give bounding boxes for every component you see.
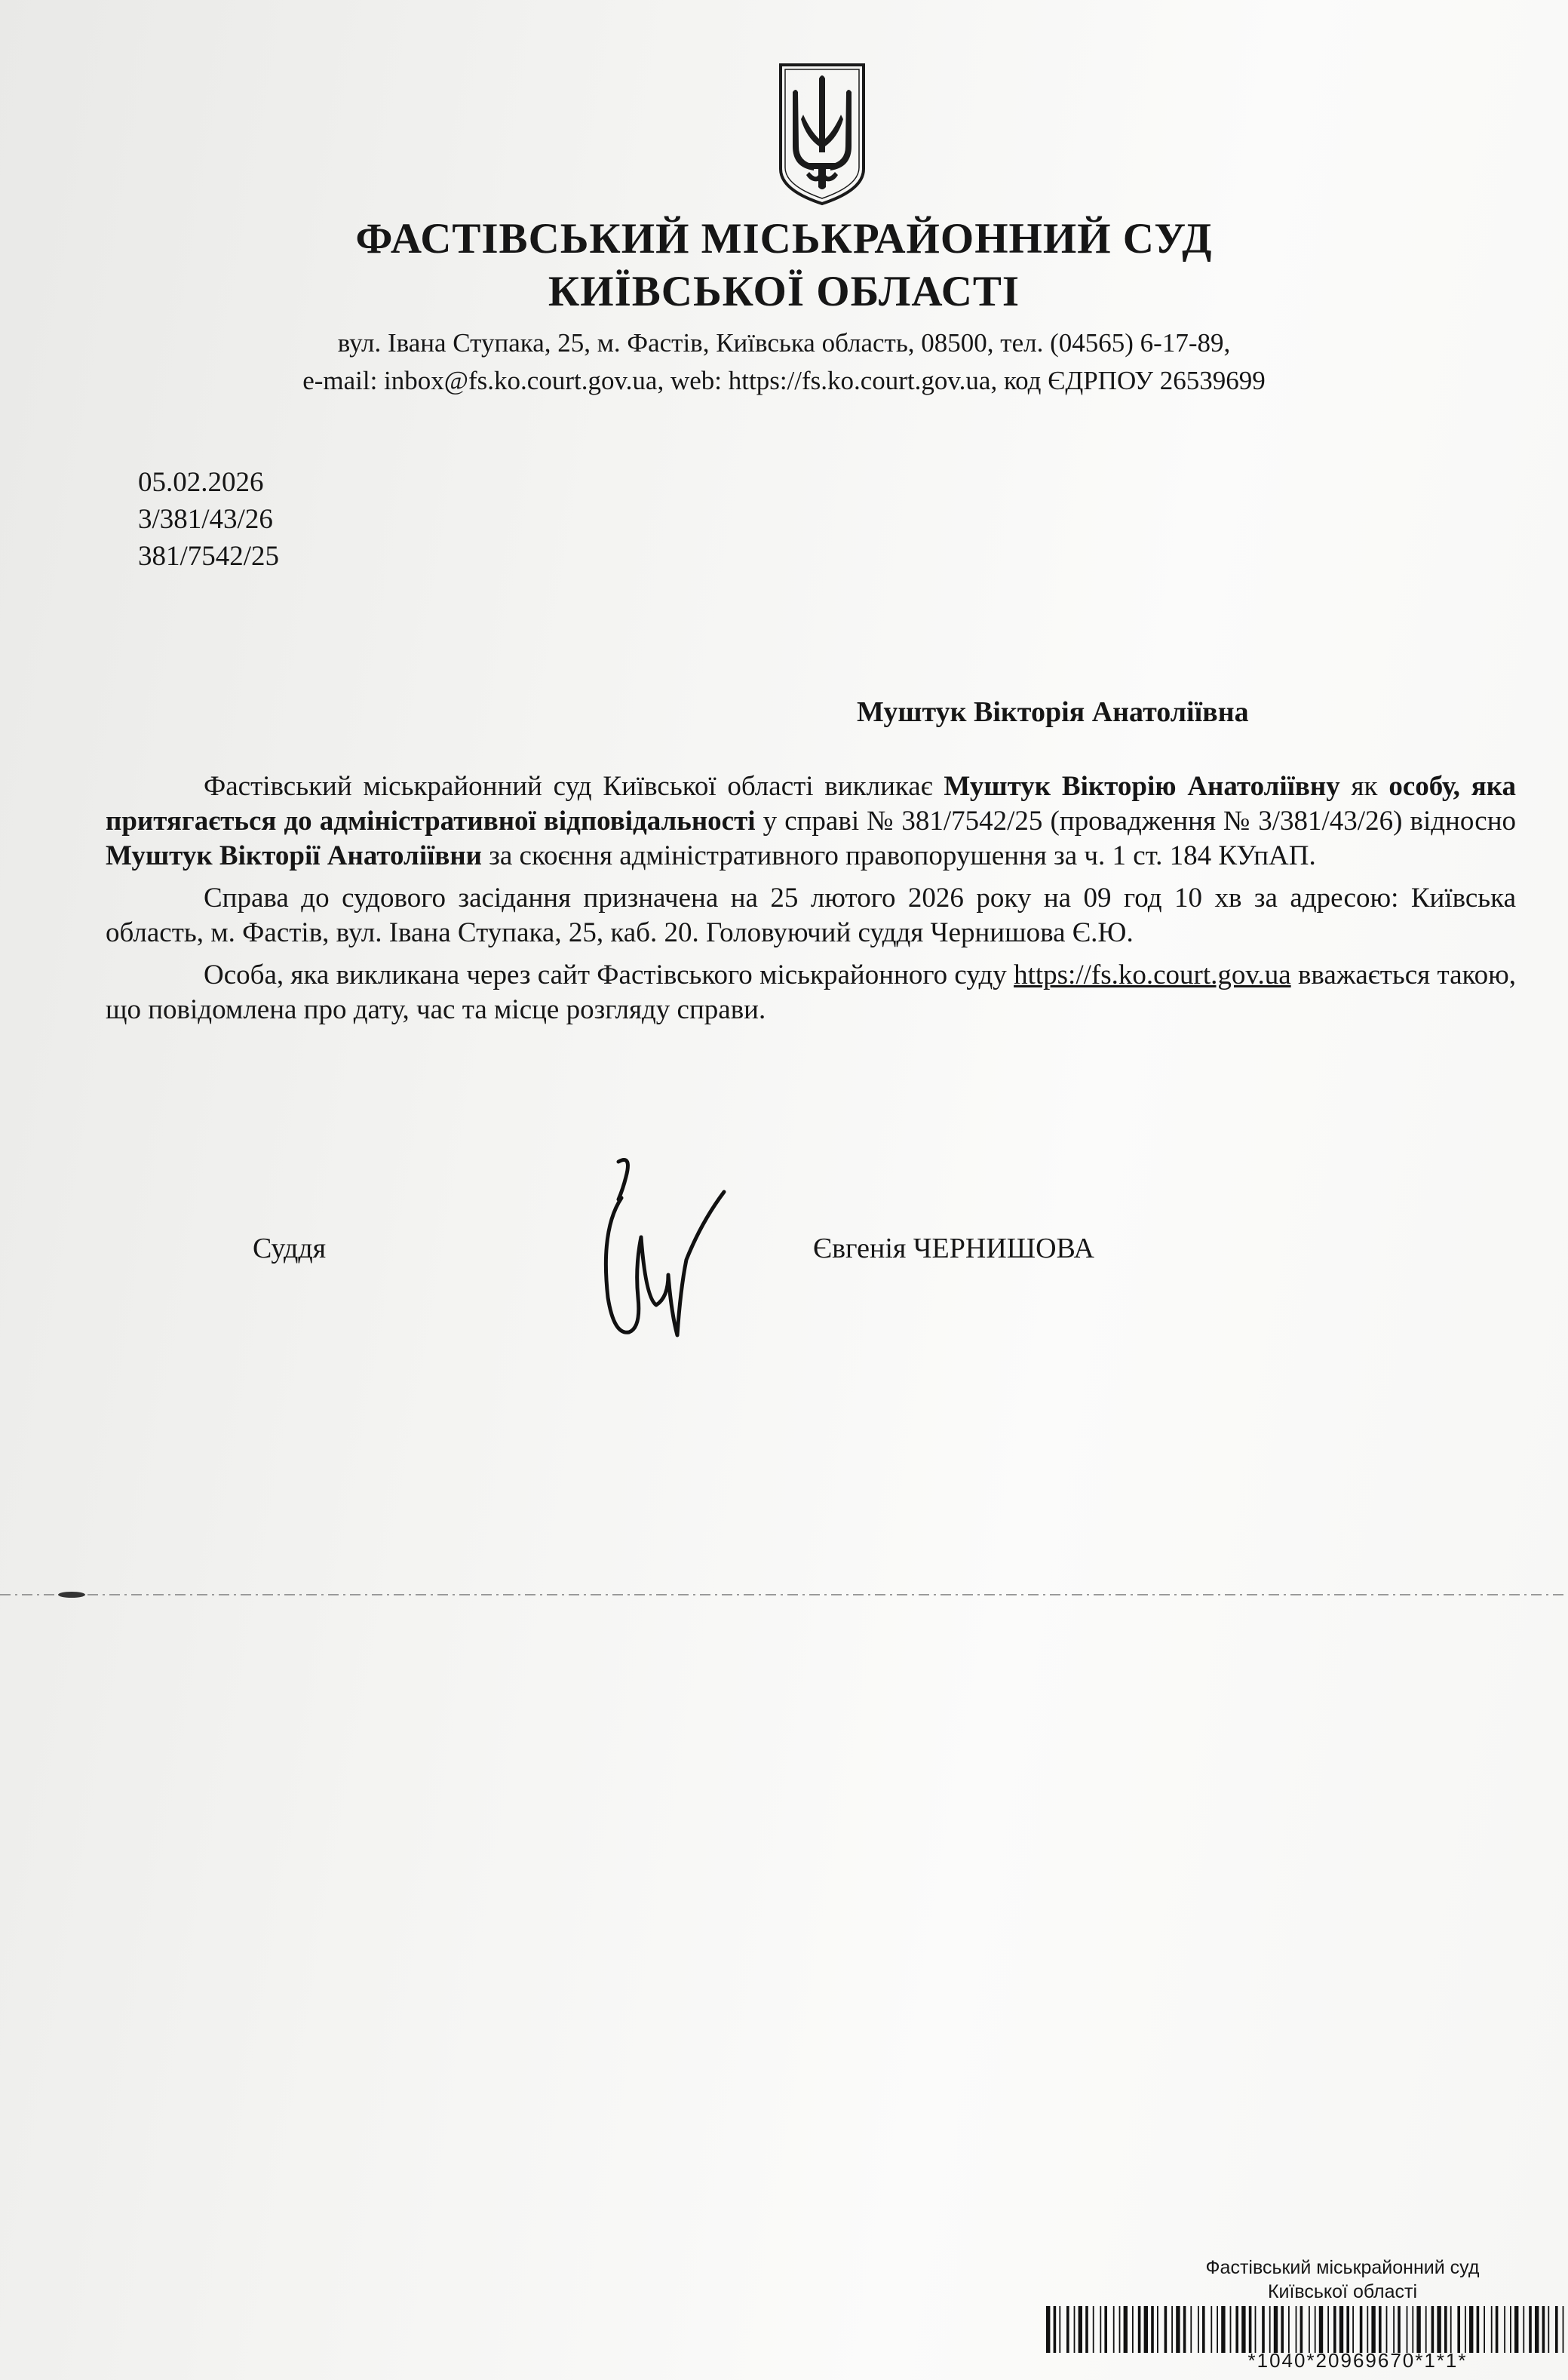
barcode-bar bbox=[1327, 2306, 1329, 2353]
judge-role-label: Суддя bbox=[253, 1233, 327, 1264]
summons-body bbox=[106, 769, 1516, 1035]
barcode-bar bbox=[1171, 2306, 1173, 2353]
barcode-bar bbox=[1164, 2306, 1168, 2353]
barcode-bar bbox=[1407, 2306, 1408, 2353]
summons-paragraph bbox=[106, 769, 1516, 874]
judge-name: Євгенія ЧЕРНИШОВА bbox=[813, 1233, 1094, 1264]
barcode-bar bbox=[1437, 2306, 1441, 2353]
barcode-bar bbox=[1255, 2306, 1257, 2353]
barcode-bar bbox=[1496, 2306, 1499, 2353]
scan-fold-line bbox=[0, 1592, 1568, 1598]
addressee-name: Муштук Вікторія Анатоліївна bbox=[857, 696, 1249, 728]
barcode-bar bbox=[1104, 2306, 1107, 2353]
proceeding-number: 3/381/43/26 bbox=[138, 504, 273, 535]
court-address: вул. Івана Ступака, 25, м. Фастів, Київська область, 08500, тел. (04565) 6-17-89, bbox=[337, 328, 1231, 358]
hearing-paragraph: Справа до судового засідання призначена на 25 лютого 2026 року на 09 год 10 хв за адресою: Київська область, м. Фастів, вул. Івана Ступака, 25, каб. 20. Головуючий суддя Чернишова Є.Ю. bbox=[106, 883, 1516, 948]
barcode-bar bbox=[1412, 2306, 1413, 2353]
barcode-bar bbox=[1100, 2306, 1101, 2353]
barcode-bar bbox=[1371, 2306, 1375, 2353]
barcode-bar bbox=[1132, 2306, 1134, 2353]
barcode-bar bbox=[1431, 2306, 1435, 2353]
barcode-bar bbox=[1416, 2306, 1420, 2353]
barcode-bar bbox=[1346, 2306, 1349, 2353]
court-website-link[interactable]: https://fs.ko.court.gov.ua bbox=[1014, 960, 1291, 990]
barcode-bar bbox=[1085, 2306, 1088, 2353]
barcode-bar bbox=[1151, 2306, 1154, 2353]
barcode-bar bbox=[1281, 2306, 1284, 2353]
barcode-bar bbox=[1491, 2306, 1493, 2353]
barcode-bar bbox=[1425, 2306, 1427, 2353]
barcode-bar bbox=[1352, 2306, 1354, 2353]
barcode-bar bbox=[1241, 2306, 1245, 2353]
registry-barcode bbox=[1043, 2306, 1568, 2353]
person-status-bold: особу, яка притягається до адміністративної відповідальності bbox=[106, 771, 1516, 837]
court-contacts: e-mail: inbox@fs.ko.court.gov.ua, web: https://fs.ko.court.gov.ua, код ЄДРПОУ 26539699 bbox=[302, 366, 1266, 395]
barcode-bar bbox=[1514, 2306, 1518, 2353]
barcode-bar bbox=[1309, 2306, 1310, 2353]
barcode-bar bbox=[1379, 2306, 1382, 2353]
document-references bbox=[138, 464, 279, 575]
registry-stamp-region: Київської області bbox=[1267, 2281, 1418, 2302]
paragraph-text: як bbox=[1339, 771, 1389, 802]
barcode-bar bbox=[1190, 2306, 1192, 2353]
barcode-bar bbox=[1093, 2306, 1094, 2353]
person-name-bold: Муштук Вікторію Анатоліївну bbox=[944, 771, 1340, 802]
paragraph-text: Фастівський міськрайонний суд Київської області викликає bbox=[204, 771, 944, 802]
barcode-bar bbox=[1360, 2306, 1363, 2353]
barcode-bar bbox=[1217, 2306, 1218, 2353]
barcode-bar bbox=[1457, 2306, 1460, 2353]
paragraph-text: за скоєння адміністративного правопорушення за ч. 1 ст. 184 КУпАП. bbox=[482, 840, 1316, 871]
barcode-bar bbox=[1367, 2306, 1368, 2353]
barcode-bar bbox=[1211, 2306, 1212, 2353]
barcode-bar bbox=[1469, 2306, 1473, 2353]
barcode-bar bbox=[1523, 2306, 1524, 2353]
barcode-bar bbox=[1386, 2306, 1388, 2353]
document-date: 05.02.2026 bbox=[138, 467, 264, 498]
barcode-bar bbox=[1465, 2306, 1466, 2353]
barcode-bar bbox=[1504, 2306, 1505, 2353]
barcode-bar bbox=[1113, 2306, 1115, 2353]
barcode-bar bbox=[1144, 2306, 1148, 2353]
barcode-bar bbox=[1288, 2306, 1290, 2353]
barcode-bar bbox=[1230, 2306, 1232, 2353]
barcode-bar bbox=[1124, 2306, 1128, 2353]
registry-stamp-court: Фастівський міськрайонний суд bbox=[1205, 2257, 1480, 2278]
barcode-bar bbox=[1046, 2306, 1050, 2353]
barcode-bar bbox=[1054, 2306, 1057, 2353]
barcode-bar bbox=[1444, 2306, 1447, 2353]
person-name-bold: Муштук Вікторії Анатоліївни bbox=[106, 840, 482, 871]
barcode-bar bbox=[1066, 2306, 1069, 2353]
barcode-bar bbox=[1339, 2306, 1343, 2353]
barcode-bar bbox=[1157, 2306, 1158, 2353]
barcode-bar bbox=[1450, 2306, 1452, 2353]
barcode-bar bbox=[1393, 2306, 1395, 2353]
notice-paragraph bbox=[106, 958, 1516, 1027]
paragraph-text: вважається такою, що повідомлена про дату, час та місце розгляду справи. bbox=[106, 960, 1516, 1025]
trident-emblem-icon bbox=[776, 62, 868, 207]
barcode-bar bbox=[1202, 2306, 1205, 2353]
barcode-bar bbox=[1535, 2306, 1539, 2353]
barcode-bar bbox=[1484, 2306, 1485, 2353]
barcode-bar bbox=[1529, 2306, 1532, 2353]
barcode-bar bbox=[1555, 2306, 1558, 2353]
handwritten-signature bbox=[596, 1147, 732, 1358]
barcode-bar bbox=[1333, 2306, 1336, 2353]
barcode-bar bbox=[1138, 2306, 1141, 2353]
barcode-bar bbox=[1269, 2306, 1271, 2353]
court-name-title: ФАСТІВСЬКИЙ МІСЬКРАЙОННИЙ СУД bbox=[355, 215, 1213, 263]
barcode-bar bbox=[1198, 2306, 1199, 2353]
barcode-bar bbox=[1221, 2306, 1225, 2353]
barcode-bar bbox=[1059, 2306, 1060, 2353]
barcode-bar bbox=[1249, 2306, 1252, 2353]
barcode-bar bbox=[1074, 2306, 1076, 2353]
barcode-bar bbox=[1563, 2306, 1564, 2353]
barcode-bar bbox=[1548, 2306, 1549, 2353]
barcode-bar bbox=[1176, 2306, 1180, 2353]
barcode-bar bbox=[1315, 2306, 1316, 2353]
barcode-bar bbox=[1235, 2306, 1238, 2353]
barcode-bar bbox=[1274, 2306, 1278, 2353]
barcode-bar bbox=[1319, 2306, 1323, 2353]
paragraph-text: Особа, яка викликана через сайт Фастівського міськрайонного суду bbox=[204, 960, 1014, 990]
barcode-bar bbox=[1079, 2306, 1082, 2353]
barcode-bar bbox=[1477, 2306, 1480, 2353]
barcode-bar bbox=[1300, 2306, 1303, 2353]
barcode-number: *1040*20969670*1*1* bbox=[1247, 2349, 1468, 2372]
barcode-bar bbox=[1119, 2306, 1121, 2353]
barcode-bar bbox=[1183, 2306, 1186, 2353]
barcode-bar bbox=[1510, 2306, 1511, 2353]
barcode-bar bbox=[1262, 2306, 1265, 2353]
case-number: 381/7542/25 bbox=[138, 541, 280, 572]
court-region-title: КИЇВСЬКОЇ ОБЛАСТІ bbox=[548, 268, 1020, 315]
barcode-bar bbox=[1398, 2306, 1401, 2353]
paragraph-text: у справі № 381/7542/25 (провадження № 3/381/43/26) відносно bbox=[755, 806, 1516, 837]
barcode-bar bbox=[1542, 2306, 1545, 2353]
barcode-bar bbox=[1296, 2306, 1297, 2353]
